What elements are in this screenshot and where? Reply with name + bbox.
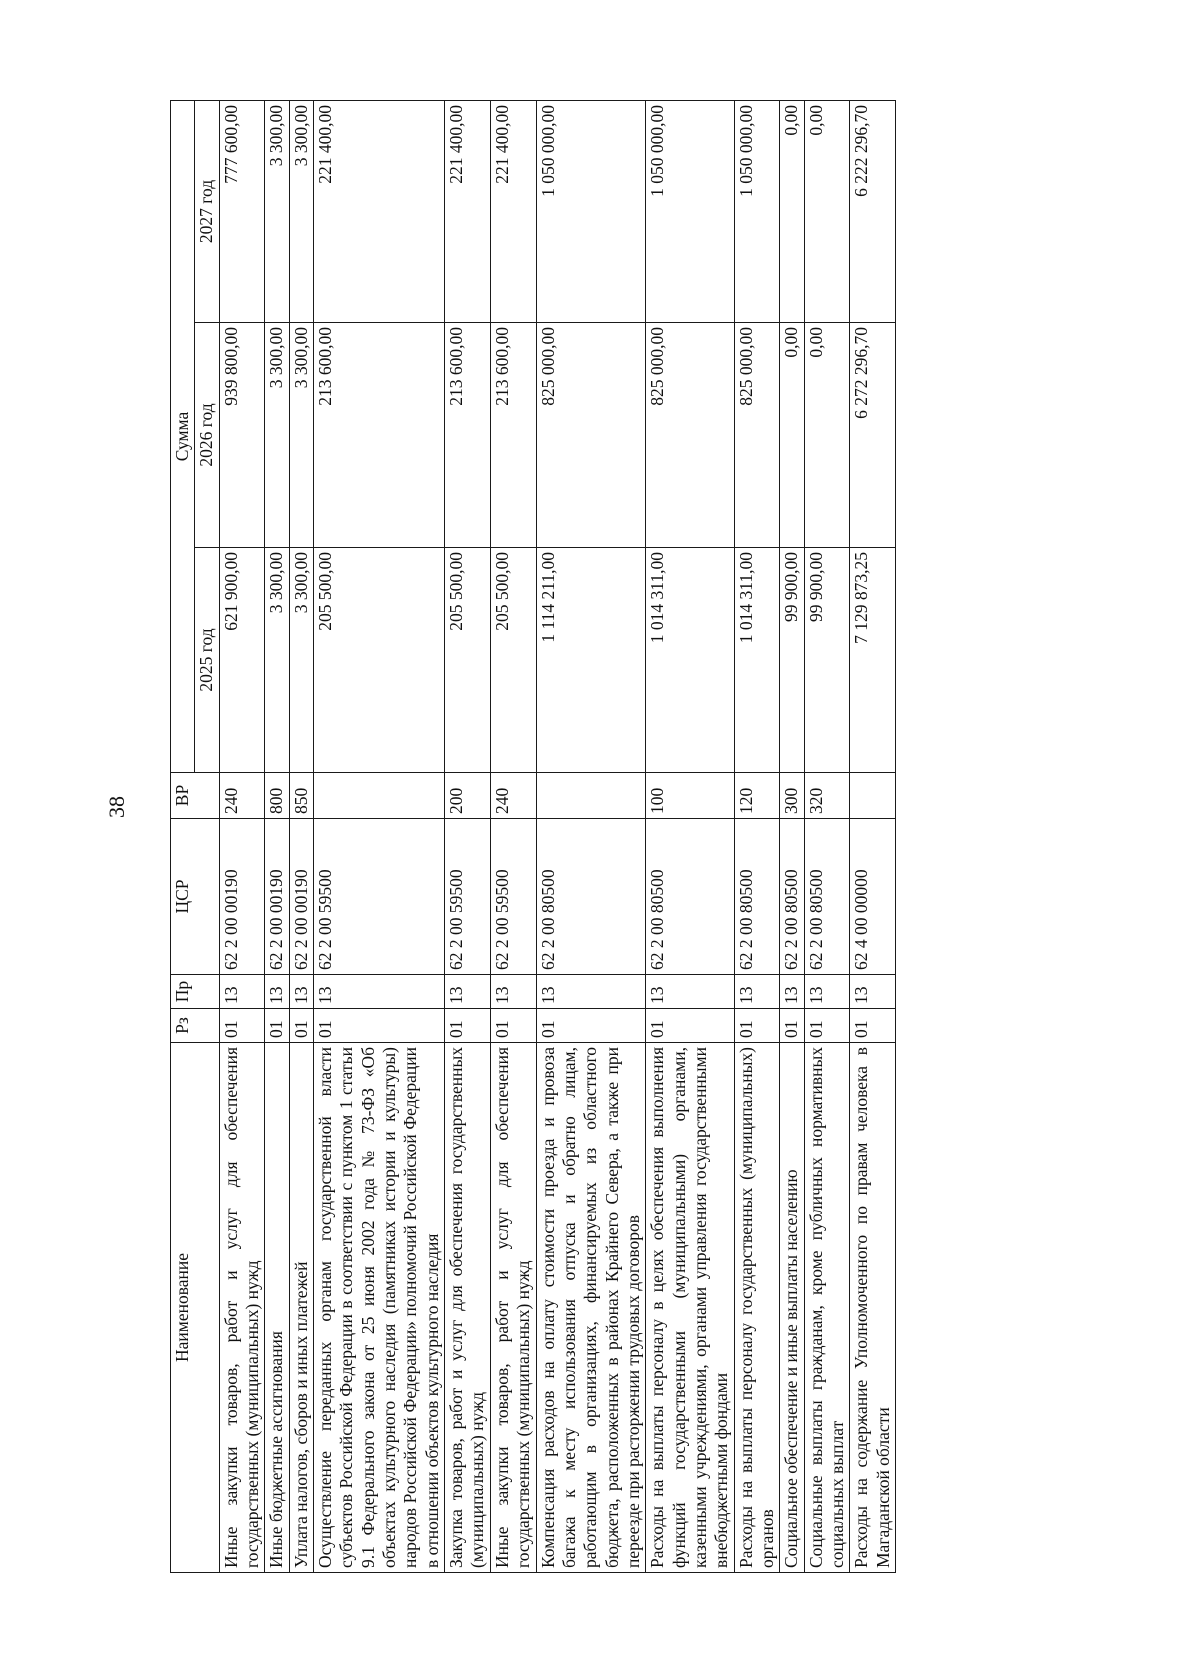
table-row [536,100,646,1572]
page-number: 38 [104,796,129,818]
cell-pr: 13 [536,975,646,1009]
table-row [445,100,491,1572]
cell-pr: 13 [646,975,734,1009]
cell-rz: 01 [734,1009,780,1043]
cell-vr: 240 [490,773,536,819]
table-row [780,100,804,1572]
cell-2025: 99 900,00 [804,548,850,773]
cell-csr: 62 2 00 80500 [646,819,734,975]
cell-2027: 221 400,00 [490,100,536,322]
cell-2026: 6 272 296,70 [850,323,896,548]
cell-name: Социальные выплаты гражданам, кроме публичных нормативных социальных выплат [804,1043,850,1573]
cell-rz: 01 [445,1009,491,1043]
cell-2025: 3 300,00 [289,548,313,773]
cell-pr: 13 [445,975,491,1009]
cell-2025: 7 129 873,25 [850,548,896,773]
cell-pr: 13 [850,975,896,1009]
cell-2025: 621 900,00 [219,548,265,773]
cell-2025: 1 114 211,00 [536,548,646,773]
cell-2027: 3 300,00 [265,100,289,322]
table-row [850,100,896,1572]
cell-rz: 01 [289,1009,313,1043]
cell-pr: 13 [219,975,265,1009]
cell-2026: 825 000,00 [536,323,646,548]
cell-2026: 3 300,00 [289,323,313,548]
cell-2026: 939 800,00 [219,323,265,548]
cell-2027: 3 300,00 [289,100,313,322]
cell-2025: 205 500,00 [314,548,445,773]
cell-rz: 01 [490,1009,536,1043]
cell-2025: 205 500,00 [445,548,491,773]
cell-2026: 825 000,00 [734,323,780,548]
cell-vr: 100 [646,773,734,819]
header-rz: Рз [171,1009,220,1043]
cell-csr: 62 2 00 80500 [804,819,850,975]
table-row [289,100,313,1572]
cell-csr: 62 2 00 00190 [265,819,289,975]
table-row [490,100,536,1572]
cell-rz: 01 [850,1009,896,1043]
cell-2026: 825 000,00 [646,323,734,548]
rotated-page-content [170,101,1025,1573]
cell-2025: 205 500,00 [490,548,536,773]
cell-rz: 01 [804,1009,850,1043]
cell-rz: 01 [780,1009,804,1043]
cell-vr: 850 [289,773,313,819]
cell-pr: 13 [734,975,780,1009]
table-row [804,100,850,1572]
cell-pr: 13 [780,975,804,1009]
cell-rz: 01 [265,1009,289,1043]
cell-2025: 3 300,00 [265,548,289,773]
cell-2027: 0,00 [780,100,804,322]
cell-2027: 777 600,00 [219,100,265,322]
table-row [646,100,734,1572]
cell-vr: 240 [219,773,265,819]
cell-vr [850,773,896,819]
cell-2027: 221 400,00 [445,100,491,322]
cell-2027: 1 050 000,00 [536,100,646,322]
cell-2026: 213 600,00 [314,323,445,548]
cell-vr [314,773,445,819]
cell-2027: 221 400,00 [314,100,445,322]
table-header-row [171,100,195,1572]
header-name: Наименование [171,1043,220,1573]
cell-csr: 62 2 00 00190 [219,819,265,975]
cell-2025: 99 900,00 [780,548,804,773]
cell-csr: 62 2 00 59500 [490,819,536,975]
cell-name: Социальное обеспечение и иные выплаты населению [780,1043,804,1573]
cell-vr: 300 [780,773,804,819]
cell-2026: 3 300,00 [265,323,289,548]
cell-pr: 13 [314,975,445,1009]
header-pr: Пр [171,975,220,1009]
table-row [734,100,780,1572]
cell-csr: 62 2 00 59500 [314,819,445,975]
table-row [314,100,445,1572]
cell-name: Расходы на содержание Уполномоченного по правам человека в Магаданской области [850,1043,896,1573]
header-vr: ВР [171,773,220,819]
cell-2025: 1 014 311,00 [734,548,780,773]
cell-csr: 62 2 00 80500 [536,819,646,975]
cell-pr: 13 [804,975,850,1009]
cell-2026: 0,00 [804,323,850,548]
cell-2027: 6 222 296,70 [850,100,896,322]
cell-name: Закупка товаров, работ и услуг для обеспечения государственных (муниципальных) нужд [445,1043,491,1573]
header-sum: Сумма [171,100,195,772]
cell-2025: 1 014 311,00 [646,548,734,773]
cell-rz: 01 [219,1009,265,1043]
table-row [265,100,289,1572]
cell-vr: 800 [265,773,289,819]
cell-name: Осуществление переданных органам государственной власти субъектов Российской Федерации в соответствии с пунктом 1 статьи 9.1 Федерального закона от 25 июня 2002 года № 73-ФЗ «Об объектах культурного наследия (памятниках истории и культуры) народов Российской Федерации» полномочий Российской Федерации в отношении объектов культурного наследия [314,1043,445,1573]
cell-name: Иные бюджетные ассигнования [265,1043,289,1573]
header-year-2026: 2026 год [195,323,219,548]
cell-vr: 320 [804,773,850,819]
cell-name: Иные закупки товаров, работ и услуг для обеспечения государственных (муниципальных) нужд [219,1043,265,1573]
cell-2027: 1 050 000,00 [734,100,780,322]
cell-2026: 213 600,00 [445,323,491,548]
cell-name: Уплата налогов, сборов и иных платежей [289,1043,313,1573]
cell-pr: 13 [289,975,313,1009]
table-row [219,100,265,1572]
table-body [219,100,895,1572]
cell-vr [536,773,646,819]
cell-2026: 0,00 [780,323,804,548]
cell-rz: 01 [536,1009,646,1043]
cell-vr: 120 [734,773,780,819]
cell-csr: 62 2 00 80500 [780,819,804,975]
cell-2027: 0,00 [804,100,850,322]
cell-2027: 1 050 000,00 [646,100,734,322]
cell-pr: 13 [265,975,289,1009]
cell-rz: 01 [314,1009,445,1043]
cell-2026: 213 600,00 [490,323,536,548]
header-year-2027: 2027 год [195,100,219,322]
header-csr: ЦСР [171,819,220,975]
cell-name: Расходы на выплаты персоналу в целях обеспечения выполнения функций государственными (муниципальными) органами, казенными учреждениями, органами управления государственными внебюджетными фондами [646,1043,734,1573]
cell-csr: 62 2 00 59500 [445,819,491,975]
cell-pr: 13 [490,975,536,1009]
cell-csr: 62 2 00 00190 [289,819,313,975]
cell-rz: 01 [646,1009,734,1043]
header-year-2025: 2025 год [195,548,219,773]
cell-name: Компенсация расходов на оплату стоимости проезда и провоза багажа к месту использования отпуска и обратно лицам, работающим в организациях, финансируемых из областного бюджета, расположенных в районах Крайнего Севера, а также при переезде при расторжении трудовых договоров [536,1043,646,1573]
budget-table [170,100,896,1573]
cell-name: Иные закупки товаров, работ и услуг для обеспечения государственных (муниципальных) нужд [490,1043,536,1573]
cell-csr: 62 2 00 80500 [734,819,780,975]
cell-name: Расходы на выплаты персоналу государственных (муниципальных) органов [734,1043,780,1573]
cell-vr: 200 [445,773,491,819]
cell-csr: 62 4 00 00000 [850,819,896,975]
